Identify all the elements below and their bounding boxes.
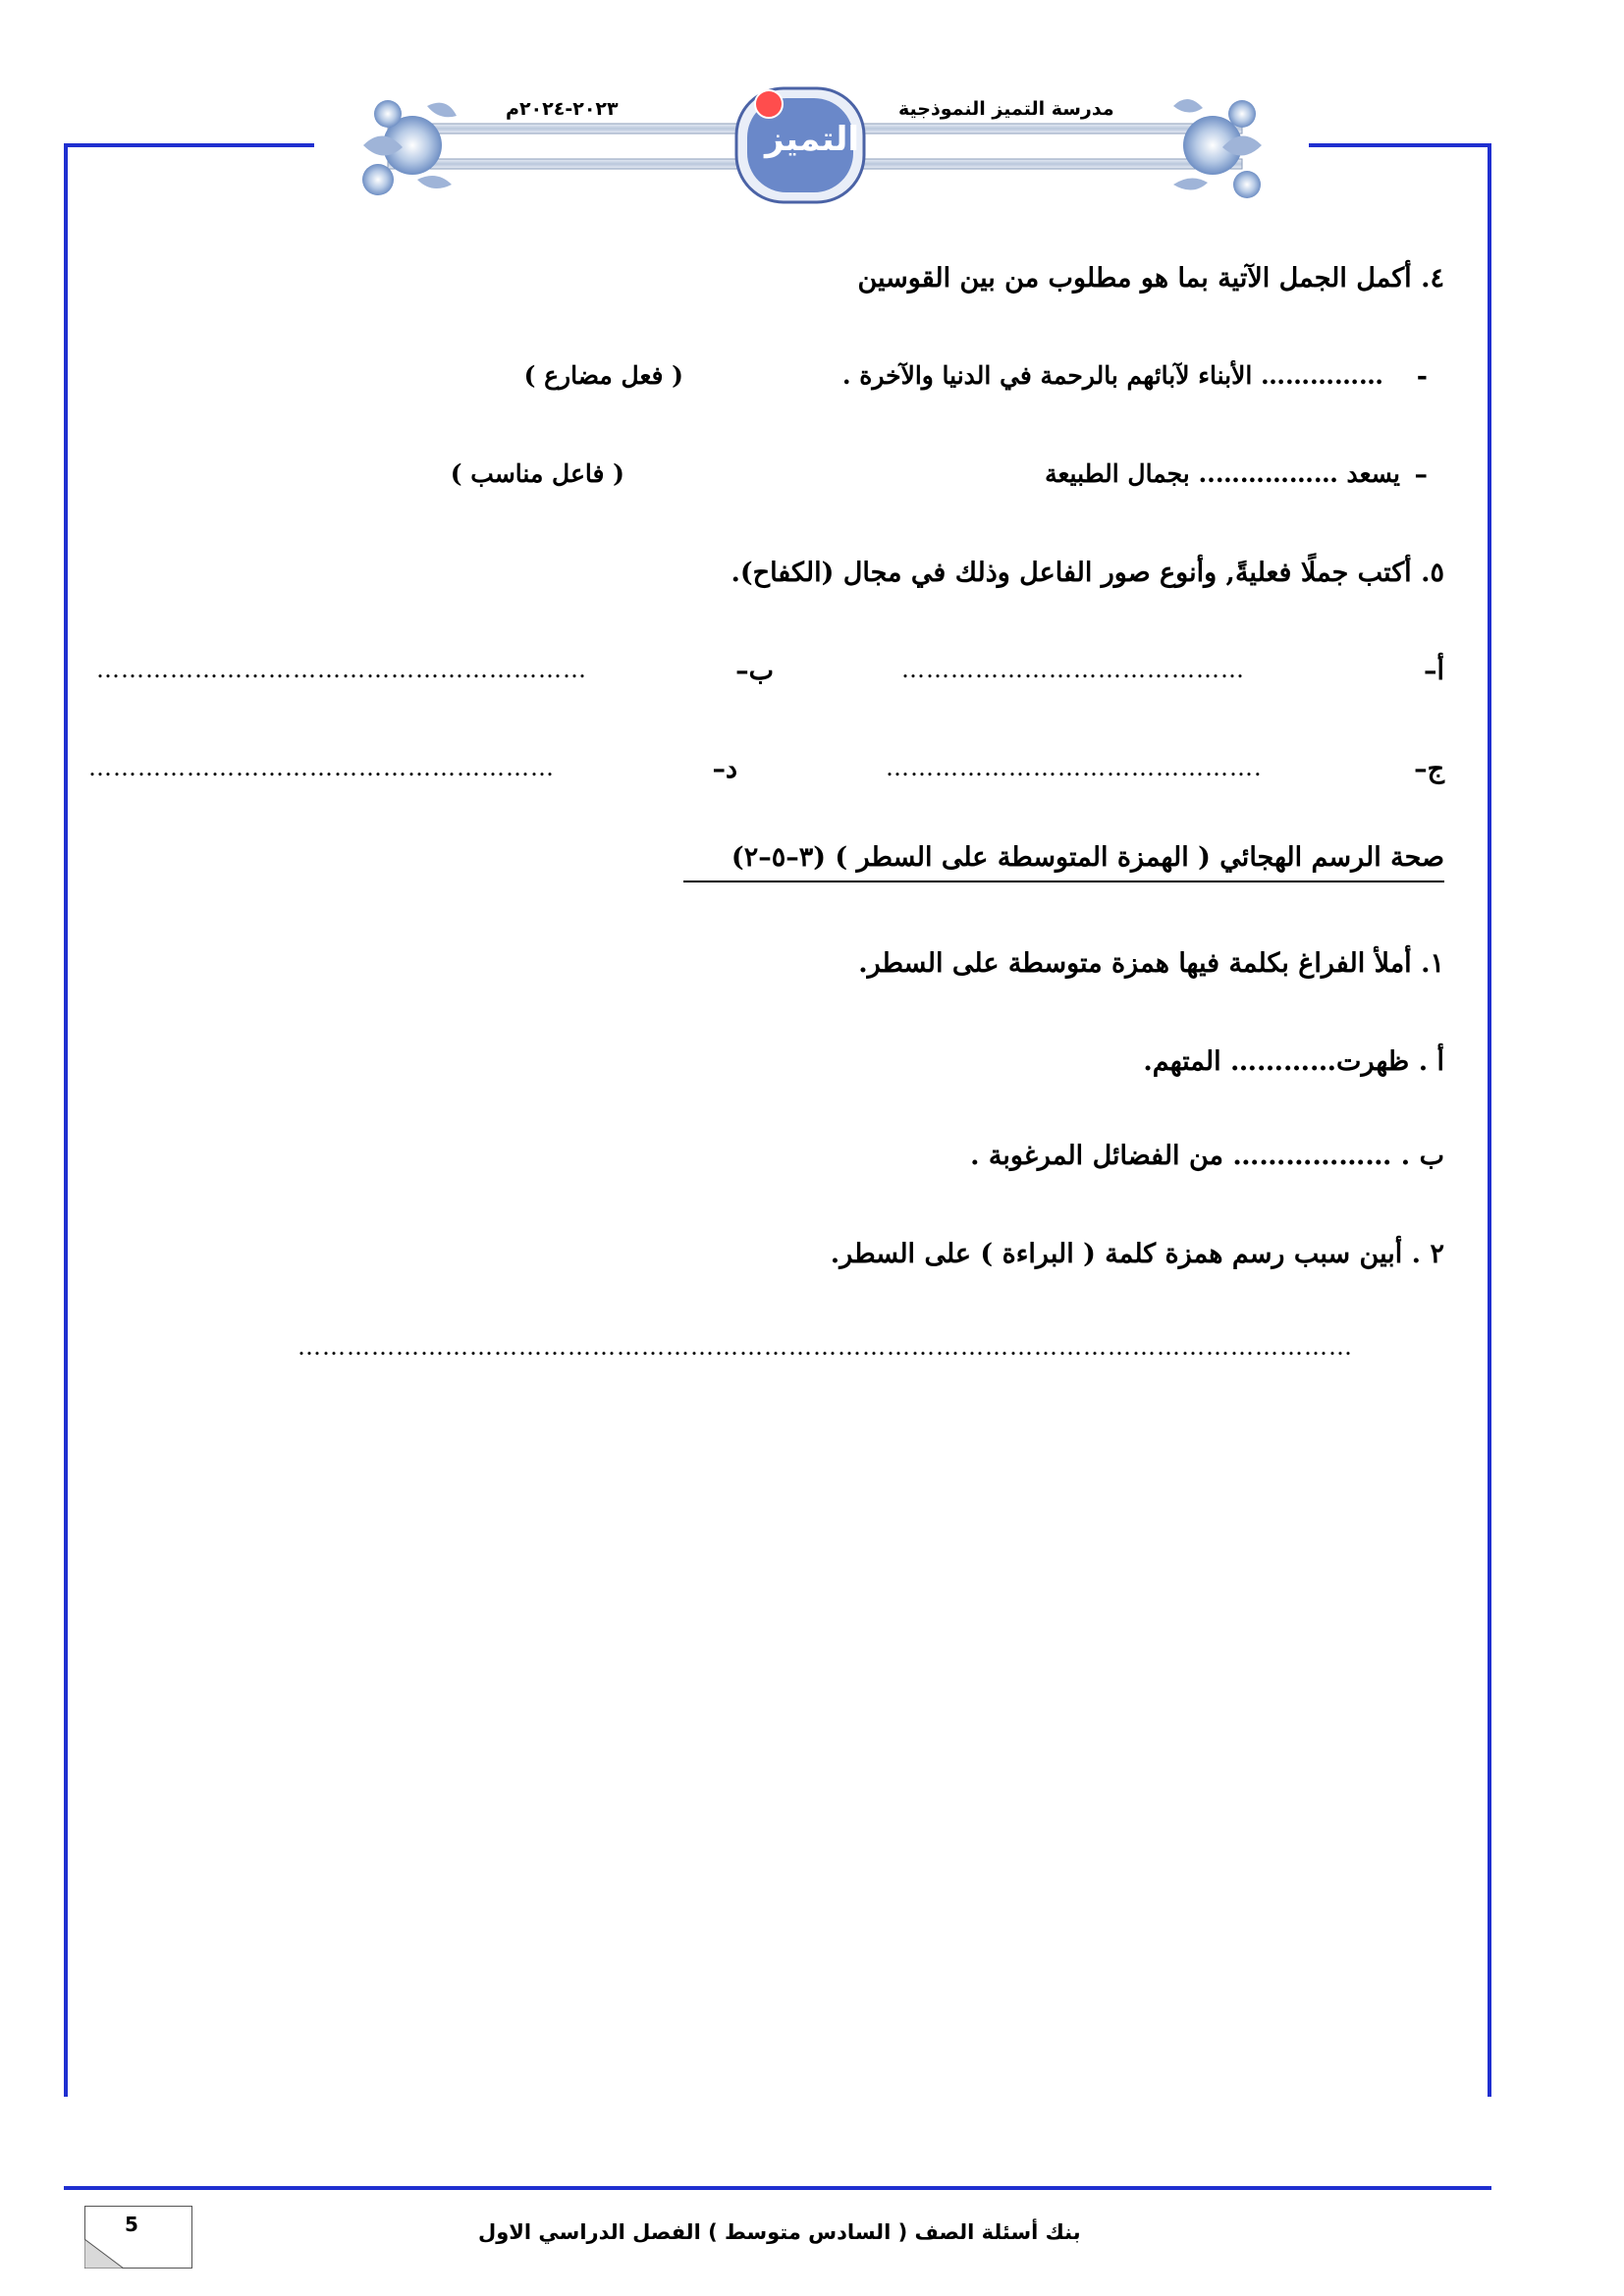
frame-top-right	[1309, 143, 1491, 147]
spelling-q1-a[interactable]: أ . ظهرت………… المتهم.	[1143, 1046, 1444, 1077]
q5-a-answer-line[interactable]: ……………………………………	[901, 656, 1245, 683]
q5-a-label: أ–	[1423, 656, 1444, 686]
q4-item1-hint: ( فعل مضارع )	[523, 361, 683, 390]
left-flower-icon	[362, 100, 457, 195]
q5-b-answer-line[interactable]: ……………………………………………………	[96, 656, 587, 683]
page-number: 5	[125, 2213, 138, 2236]
q4-title: ٤. أكمل الجمل الآتية بما هو مطلوب من بين القوسين	[857, 263, 1444, 294]
q5-c-label: ج–	[1414, 754, 1444, 784]
spelling-heading: صحة الرسم الهجائي ( الهمزة المتوسطة على السطر ) (٣–٥–٢)	[683, 842, 1444, 882]
frame-left	[64, 143, 68, 2097]
q5-d-label: د–	[712, 754, 737, 784]
q4-item2-bullet: –	[1414, 459, 1428, 490]
q4-item1-bullet: -	[1416, 361, 1428, 392]
frame-right	[1488, 143, 1491, 2097]
q5-title: ٥. أكتب جملًا فعليةً, وأنوع صور الفاعل وذلك في مجال (الكفاح).	[731, 558, 1444, 588]
q4-item1-text: …………… الأبناء لآبائهم بالرحمة في الدنيا والآخرة .	[841, 361, 1383, 390]
q5-c-answer-line[interactable]: ……………………………………….	[886, 754, 1263, 781]
spelling-q2-title: ٢ . أبين سبب رسم همزة كلمة ( البراءة ) على السطر.	[830, 1239, 1444, 1269]
q4-item2-hint: ( فاعل مناسب )	[450, 459, 624, 488]
footer-rule	[64, 2186, 1491, 2190]
school-name: مدرسة التميز النموذجية	[898, 98, 1114, 120]
q5-b-label: ب–	[735, 656, 774, 686]
q4-item2-text: يسعد …………….. بجمال الطبيعة	[1045, 459, 1400, 488]
spelling-q1-title: ١. أملأ الفراغ بكلمة فيها همزة متوسطة على السطر.	[858, 948, 1444, 979]
footer-text: بنك أسئلة الصف ( السادس متوسط ) الفصل الدراسي الاول	[478, 2220, 1081, 2244]
spelling-q2-answer-line[interactable]: …………………………………………………………………………………………………………………	[298, 1333, 1353, 1361]
logo-text: التميز	[764, 120, 860, 159]
right-flower-icon	[1173, 99, 1262, 198]
frame-top-left	[64, 143, 314, 147]
academic-year: ٢٠٢٣-٢٠٢٤م	[506, 98, 619, 120]
page-curl-icon	[84, 2239, 124, 2269]
spelling-q1-b[interactable]: ب . ……………… من الفضائل المرغوبة .	[970, 1141, 1444, 1171]
page-number-box	[84, 2206, 192, 2269]
q5-d-answer-line[interactable]: …………………………………………………	[88, 754, 555, 781]
